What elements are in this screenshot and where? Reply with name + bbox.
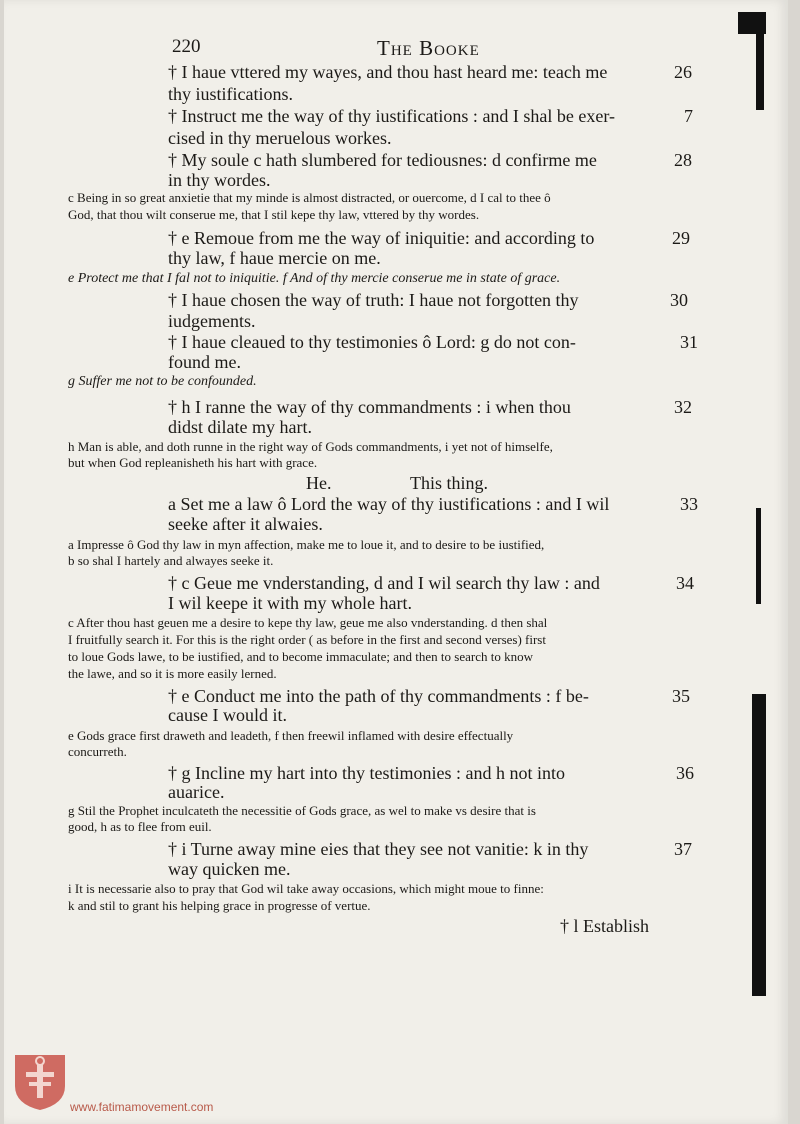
- verse-number: 36: [676, 763, 694, 783]
- hebrew-letter-heading: He.: [306, 473, 332, 493]
- book-page: [4, 0, 788, 1124]
- verse-number: 35: [672, 686, 690, 706]
- annotation-line: but when God repleanisheth his hart with grace.: [68, 455, 318, 470]
- verse-line: way quicken me.: [168, 859, 291, 879]
- verse-number: 31: [680, 332, 698, 352]
- verse-line: † I haue vttered my wayes, and thou hast heard me: teach me: [168, 62, 608, 82]
- verse-line: thy law, f haue mercie on me.: [168, 248, 381, 268]
- margin-bar-1: [756, 30, 764, 110]
- annotation-line: h Man is able, and doth runne in the right way of Gods commandments, i yet not of himselfe,: [68, 439, 553, 454]
- verse-number: 26: [674, 62, 692, 82]
- annotation-line: e Protect me that I fal not to iniquitie. f And of thy mercie conserue me in state of grace.: [68, 271, 561, 286]
- annotation-line: concurreth.: [68, 744, 127, 759]
- section-subheading: This thing.: [410, 473, 489, 493]
- verse-number: 33: [680, 494, 698, 514]
- verse-number: 29: [672, 228, 690, 248]
- verse-line: † My soule c hath slumbered for tediousnes: d confirme me: [168, 150, 597, 170]
- verse-line: I wil keepe it with my whole hart.: [168, 593, 412, 613]
- verse-line: iudgements.: [168, 311, 256, 331]
- verse-line: found me.: [168, 352, 241, 372]
- verse-number: 34: [676, 573, 694, 593]
- verse-number: 30: [670, 290, 688, 310]
- annotation-line: to loue Gods lawe, to be iustified, and to become immaculate; and then to search to know: [68, 649, 533, 664]
- verse-line: thy iustifications.: [168, 84, 293, 104]
- annotation-line: g Suffer me not to be confounded.: [68, 374, 257, 389]
- verse-number: 32: [674, 397, 692, 417]
- verse-line: † g Incline my hart into thy testimonies : and h not into: [168, 763, 565, 783]
- verse-line: † c Geue me vnderstanding, d and I wil search thy law : and: [168, 573, 600, 593]
- verse-line: † e Conduct me into the path of thy commandments : f be-: [168, 686, 589, 706]
- verse-line: † I haue cleaued to thy testimonies ô Lord: g do not con-: [168, 332, 576, 352]
- annotation-line: i It is necessarie also to pray that God wil take away occasions, which might moue to finne:: [68, 881, 544, 896]
- margin-bar-3: [752, 694, 766, 996]
- verse-line: † i Turne away mine eies that they see not vanitie: k in thy: [168, 839, 589, 859]
- annotation-line: I fruitfully search it. For this is the right order ( as before in the first and second verses) first: [68, 632, 546, 647]
- page-number: 220: [172, 36, 201, 57]
- verse-line: † h I ranne the way of thy commandments : i when thou: [168, 397, 571, 417]
- verse-line: † Instruct me the way of thy iustifications : and I shal be exer-: [168, 106, 616, 126]
- verse-line: seeke after it alwaies.: [168, 514, 323, 534]
- verse-line: cause I would it.: [168, 705, 287, 725]
- papal-seal-icon: [12, 1052, 68, 1112]
- annotation-line: the lawe, and so it is more easily lerned.: [68, 666, 277, 681]
- verse-line: a Set me a law ô Lord the way of thy iustifications : and I wil: [168, 494, 610, 514]
- annotation-line: c After thou hast geuen me a desire to kepe thy law, geue me also vnderstanding. d then shal: [68, 615, 548, 630]
- annotation-line: k and stil to grant his helping grace in progresse of vertue.: [68, 898, 371, 913]
- page-header: [172, 36, 712, 62]
- annotation-line: c Being in so great anxietie that my minde is almost distracted, or ouercome, d I cal to thee ô: [68, 190, 551, 205]
- annotation-line: b so shal I hartely and alwayes seeke it.: [68, 553, 274, 568]
- verse-number: 37: [674, 839, 692, 859]
- running-title: The Booke: [377, 36, 480, 60]
- catchword: † l Establish: [560, 916, 649, 936]
- verse-number: 28: [674, 150, 692, 170]
- annotation-line: g Stil the Prophet inculcateth the necessitie of Gods grace, as wel to make vs desire that is: [68, 803, 536, 818]
- annotation-line: good, h as to flee from euil.: [68, 819, 212, 834]
- annotation-line: a Impresse ô God thy law in myn affection, make me to loue it, and to desire to be iustified,: [68, 537, 545, 552]
- watermark-url: www.fatimamovement.com: [70, 1100, 214, 1114]
- verse-line: † I haue chosen the way of truth: I haue not forgotten thy: [168, 290, 579, 310]
- annotation-line: God, that thou wilt conserue me, that I stil kepe thy law, vttered by thy wordes.: [68, 207, 480, 222]
- verse-number: 7: [684, 106, 693, 126]
- annotation-line: e Gods grace first draweth and leadeth, f then freewil inflamed with desire effectually: [68, 728, 514, 743]
- verse-line: auarice.: [168, 782, 225, 802]
- verse-line: † e Remoue from me the way of iniquitie: and according to: [168, 228, 595, 248]
- verse-line: in thy wordes.: [168, 170, 271, 190]
- margin-bar-2: [756, 508, 761, 604]
- verse-line: didst dilate my hart.: [168, 417, 312, 437]
- verse-line: cised in thy meruelous workes.: [168, 128, 392, 148]
